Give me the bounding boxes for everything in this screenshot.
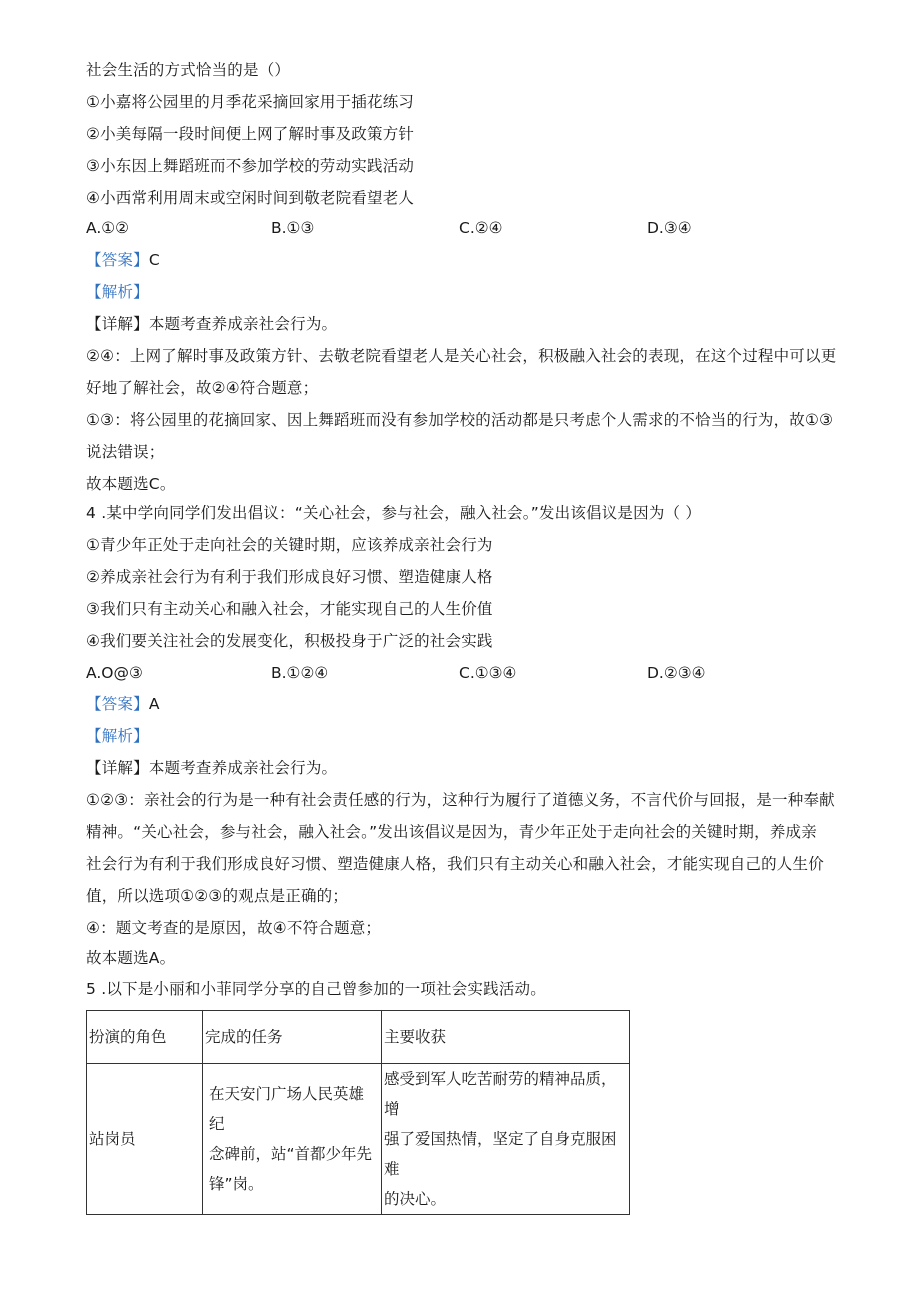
q4-option-b: B.①②④ bbox=[271, 664, 329, 682]
table-header-role: 扮演的角色 bbox=[87, 1011, 203, 1064]
q4-explain-4: 值，所以选项①②③的观点是正确的； bbox=[86, 887, 349, 905]
q3-explain-3: ①③：将公园里的花摘回家、因上舞蹈班而没有参加学校的活动都是只考虑个人需求的不恰当的行为，故①③ bbox=[86, 411, 834, 429]
table-cell-task bbox=[203, 1064, 382, 1215]
q4-item-4: ④我们要关注社会的发展变化，积极投身于广泛的社会实践 bbox=[86, 632, 493, 650]
q3-explain-5: 故本题选C。 bbox=[86, 475, 176, 493]
q4-stem: 4 .某中学向同学们发出倡议：“关心社会，参与社会，融入社会。”发出该倡议是因为（ ） bbox=[86, 504, 702, 522]
task-line-2: 念碑前，站“首都少年先 bbox=[209, 1145, 373, 1163]
q4-detail bbox=[86, 758, 337, 778]
q4-answer bbox=[86, 694, 160, 714]
q4-option-a: A.O@③ bbox=[86, 664, 143, 682]
q4-item-3: ③我们只有主动关心和融入社会，才能实现自己的人生价值 bbox=[86, 600, 493, 618]
q4-item-2: ②养成亲社会行为有利于我们形成良好习惯、塑造健康人格 bbox=[86, 568, 493, 586]
table-header-gain: 主要收获 bbox=[382, 1011, 630, 1064]
q4-detail-intro: 本题考查养成亲社会行为。 bbox=[148, 759, 338, 777]
task-line-3: 锋”岗。 bbox=[209, 1175, 264, 1193]
q3-answer-label: 【答案】 bbox=[86, 251, 149, 269]
q3-answer bbox=[86, 250, 160, 270]
q3-detail-intro: 本题考查养成亲社会行为。 bbox=[148, 315, 338, 333]
gain-line-3: 的决心。 bbox=[384, 1190, 447, 1208]
q4-item-1: ①青少年正处于走向社会的关键时期，应该养成亲社会行为 bbox=[86, 536, 493, 554]
q3-detail-label: 【详解】 bbox=[86, 315, 149, 333]
q3-detail bbox=[86, 314, 337, 334]
gain-line-2: 强了爱国热情，坚定了自身克服困难 bbox=[384, 1130, 617, 1178]
q3-analysis-label: 【解析】 bbox=[86, 283, 149, 301]
q4-explain-5: ④：题文考查的是原因，故④不符合题意； bbox=[86, 919, 382, 937]
q4-detail-label: 【详解】 bbox=[86, 759, 149, 777]
q4-option-d: D.②③④ bbox=[647, 664, 706, 682]
q3-option-c: C.②④ bbox=[459, 219, 503, 237]
q3-stem-tail: 社会生活的方式恰当的是（） bbox=[86, 61, 291, 79]
q3-answer-value: C bbox=[148, 251, 160, 269]
q3-item-2: ②小美每隔一段时间便上网了解时事及政策方针 bbox=[86, 125, 415, 143]
q3-item-3: ③小东因上舞蹈班而不参加学校的劳动实践活动 bbox=[86, 157, 415, 175]
q3-options bbox=[86, 218, 846, 238]
q5-stem: 5 .以下是小丽和小菲同学分享的自己曾参加的一项社会实践活动。 bbox=[86, 980, 546, 998]
task-line-1: 在天安门广场人民英雄纪 bbox=[209, 1085, 365, 1133]
table-header-task: 完成的任务 bbox=[203, 1011, 382, 1064]
q3-explain-2: 好地了解社会，故②④符合题意； bbox=[86, 379, 319, 397]
activity-table bbox=[86, 1010, 630, 1215]
q3-option-a: A.①② bbox=[86, 219, 130, 237]
q3-item-1: ①小嘉将公园里的月季花采摘回家用于插花练习 bbox=[86, 93, 415, 111]
q3-explain-1: ②④：上网了解时事及政策方针、去敬老院看望老人是关心社会，积极融入社会的表现，在这个过程中可以更 bbox=[86, 347, 837, 365]
q3-item-4: ④小西常利用周末或空闲时间到敬老院看望老人 bbox=[86, 189, 415, 207]
q3-option-b: B.①③ bbox=[271, 219, 315, 237]
table-cell-role: 站岗员 bbox=[87, 1064, 203, 1215]
q4-options bbox=[86, 663, 846, 683]
q4-answer-value: A bbox=[148, 695, 160, 713]
q4-option-c: C.①③④ bbox=[459, 664, 517, 682]
table-header-row bbox=[87, 1011, 630, 1064]
q4-analysis-label: 【解析】 bbox=[86, 727, 149, 745]
q3-explain-4: 说法错误； bbox=[86, 443, 165, 461]
gain-line-1: 感受到军人吃苦耐劳的精神品质，增 bbox=[384, 1070, 617, 1118]
q4-explain-6: 故本题选A。 bbox=[86, 949, 176, 967]
q4-explain-2: 精神。“关心社会，参与社会，融入社会。”发出该倡议是因为，青少年正处于走向社会的关键时期，养成亲 bbox=[86, 823, 817, 841]
table-cell-gain bbox=[382, 1064, 630, 1215]
q4-explain-3: 社会行为有利于我们形成良好习惯、塑造健康人格，我们只有主动关心和融入社会，才能实现自己的人生价 bbox=[86, 855, 824, 873]
q3-option-d: D.③④ bbox=[647, 219, 692, 237]
q4-answer-label: 【答案】 bbox=[86, 695, 149, 713]
q4-explain-1: ①②③：亲社会的行为是一种有社会责任感的行为，这种行为履行了道德义务，不言代价与回报，是一种奉献 bbox=[86, 791, 835, 809]
table-row bbox=[87, 1064, 630, 1215]
